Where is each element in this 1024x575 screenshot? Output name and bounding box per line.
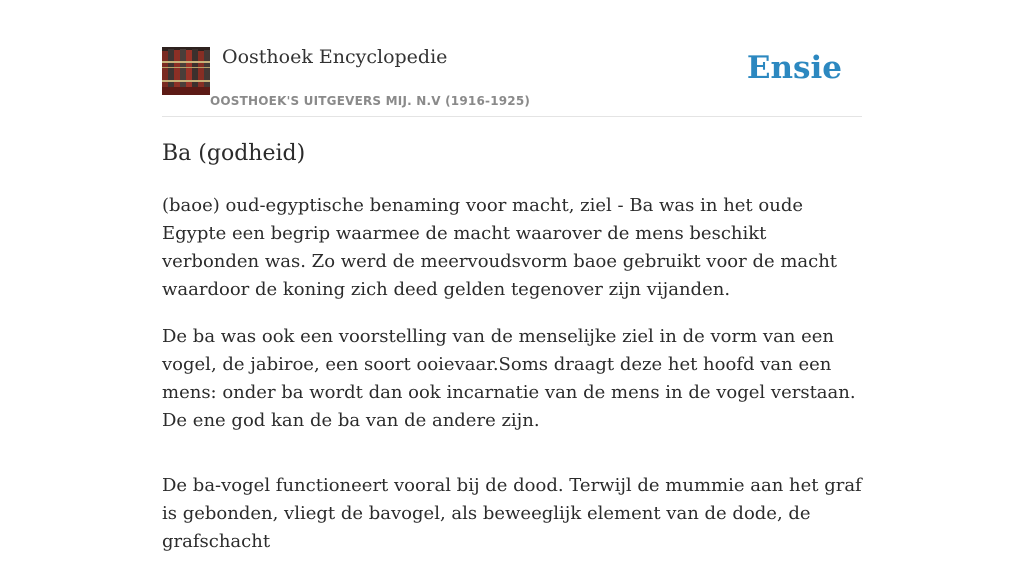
article-paragraph: (baoe) oud-egyptische benaming voor macht, ziel - Ba was in het oude Egypte een begrip waarmee de macht waarover de mens beschikt verbonden was. Zo werd de meervoudsvorm baoe gebruikt voor de macht waardoor de koning zich deed gelden tegenover zijn vijanden. xyxy=(162,195,838,300)
ensie-logo[interactable]: Ensie xyxy=(746,50,842,86)
site-name[interactable]: Oosthoek Encyclopedie xyxy=(222,46,448,68)
article-paragraph: De ba was ook een voorstelling van de menselijke ziel in de vorm van een vogel, de jabiroe, een soort ooievaar.Soms draagt deze het hoofd van een mens: onder ba wordt dan ook incarnatie van de mens in de vogel verstaan. De ene god kan de ba van de andere zijn. xyxy=(162,326,856,431)
publisher-label: OOSTHOEK'S UITGEVERS MIJ. N.V (1916-1925) xyxy=(210,94,531,108)
encyclopedia-books-icon[interactable] xyxy=(162,47,210,95)
article-paragraph: De ba-vogel functioneert vooral bij de dood. Terwijl de mummie aan het graf is gebonden, vliegt de bavogel, als beweeglijk element van de dode, de grafschacht xyxy=(162,475,862,552)
article-title: Ba (godheid) xyxy=(162,141,306,166)
site-header xyxy=(162,0,862,117)
article-body xyxy=(162,192,862,575)
article-page xyxy=(162,0,862,552)
